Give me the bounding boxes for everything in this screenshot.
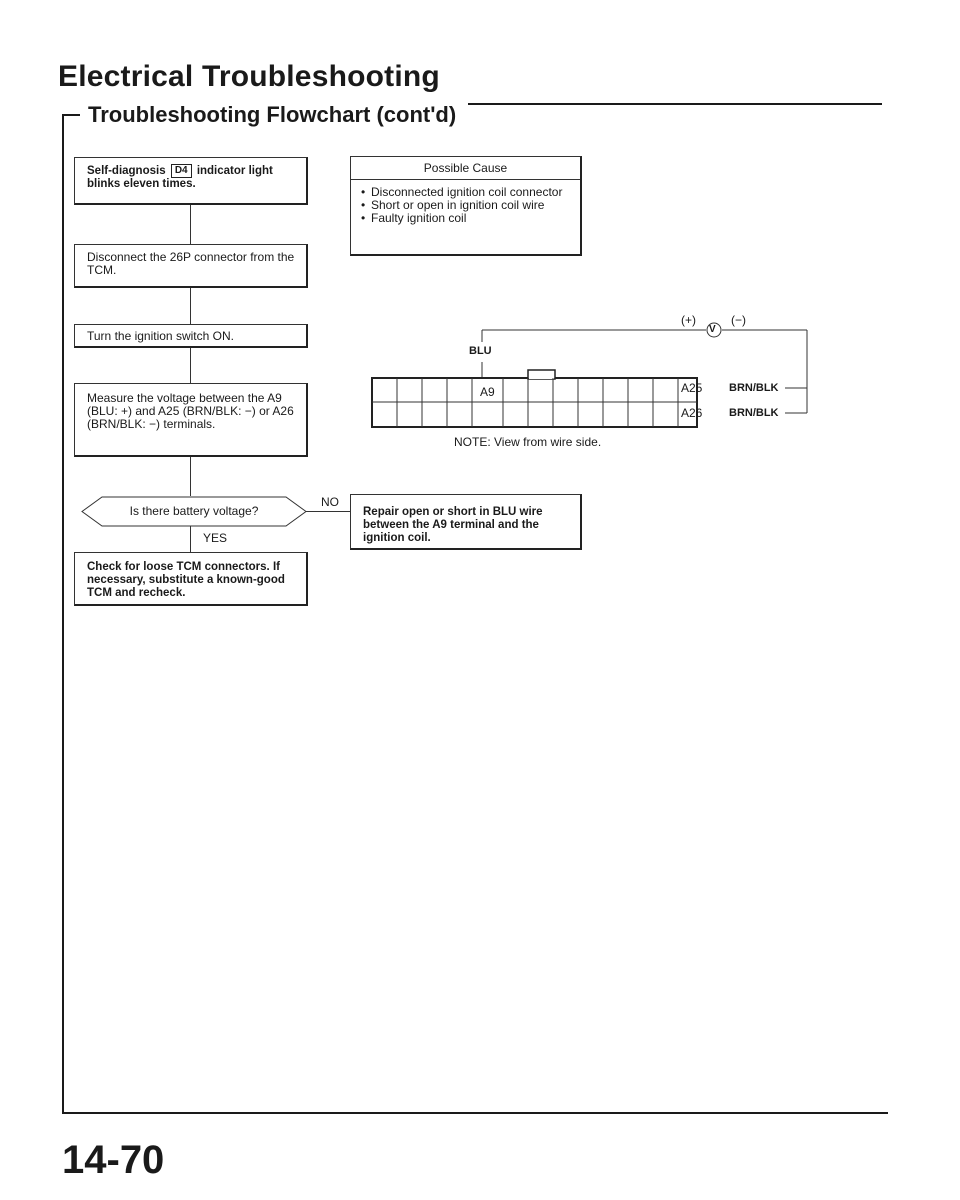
no-box-text: Repair open or short in BLU wire between the A9 terminal and the ignition coil. — [363, 506, 543, 544]
step-self-diagnosis — [74, 157, 308, 205]
decision-text: Is there battery voltage? — [129, 504, 259, 518]
page-title: Electrical Troubleshooting — [58, 60, 440, 93]
section-subtitle: Troubleshooting Flowchart (cont'd) — [88, 102, 457, 127]
connector-note: NOTE: View from wire side. — [454, 435, 602, 449]
bottom-rule — [62, 1112, 888, 1114]
flow-line-3 — [190, 347, 191, 384]
wire-a26-label: BRN/BLK — [729, 407, 779, 419]
flow-line-no — [306, 511, 350, 512]
box-check-tcm — [74, 552, 308, 606]
box-repair-blu — [350, 494, 582, 550]
cause-item: • Disconnected ignition coil connector — [361, 186, 570, 199]
flow-line-2 — [190, 287, 191, 325]
subtitle-rule — [468, 103, 882, 105]
step-disconnect-connector — [74, 244, 308, 288]
step1-post-text: indicator light blinks eleven times. — [87, 165, 273, 190]
wire-blu-label: BLU — [469, 345, 492, 357]
step4-text: Measure the voltage between the A9 (BLU: +) and A25 (BRN/BLK: −) or A26 (BRN/BLK: −) terminals. — [87, 391, 294, 431]
meter-plus-label: (+) — [681, 313, 696, 327]
step3-text: Turn the ignition switch ON. — [87, 329, 234, 343]
left-margin-rule — [62, 114, 64, 1114]
meter-minus-label: (−) — [731, 313, 746, 327]
pin-a9-label: A9 — [480, 385, 495, 399]
possible-cause-list — [361, 186, 570, 225]
subtitle-left-tick — [62, 114, 80, 116]
page-number: 14-70 — [62, 1138, 165, 1182]
possible-cause-title: Possible Cause — [423, 161, 508, 175]
yes-label: YES — [203, 531, 228, 545]
flow-line-4 — [190, 456, 191, 496]
voltmeter-symbol: V — [709, 324, 716, 335]
step1-pre-text: Self-diagnosis — [87, 165, 166, 177]
step-ignition-on — [74, 324, 308, 348]
no-label: NO — [321, 495, 339, 509]
flow-line-1 — [190, 205, 191, 245]
cause-item: • Faulty ignition coil — [361, 212, 570, 225]
flow-line-5 — [190, 526, 191, 552]
step-measure-voltage — [74, 383, 308, 457]
step2-text: Disconnect the 26P connector from the TCM. — [87, 250, 295, 277]
pin-a26-label: A26 — [681, 406, 703, 420]
d4-indicator-icon: D4 — [171, 164, 192, 178]
pin-a25-label: A25 — [681, 381, 703, 395]
cause-item: • Short or open in ignition coil wire — [361, 199, 570, 212]
yes-box-text: Check for loose TCM connectors. If necessary, substitute a known-good TCM and recheck. — [87, 561, 285, 599]
possible-cause-box — [350, 156, 582, 256]
wire-a25-label: BRN/BLK — [729, 382, 779, 394]
